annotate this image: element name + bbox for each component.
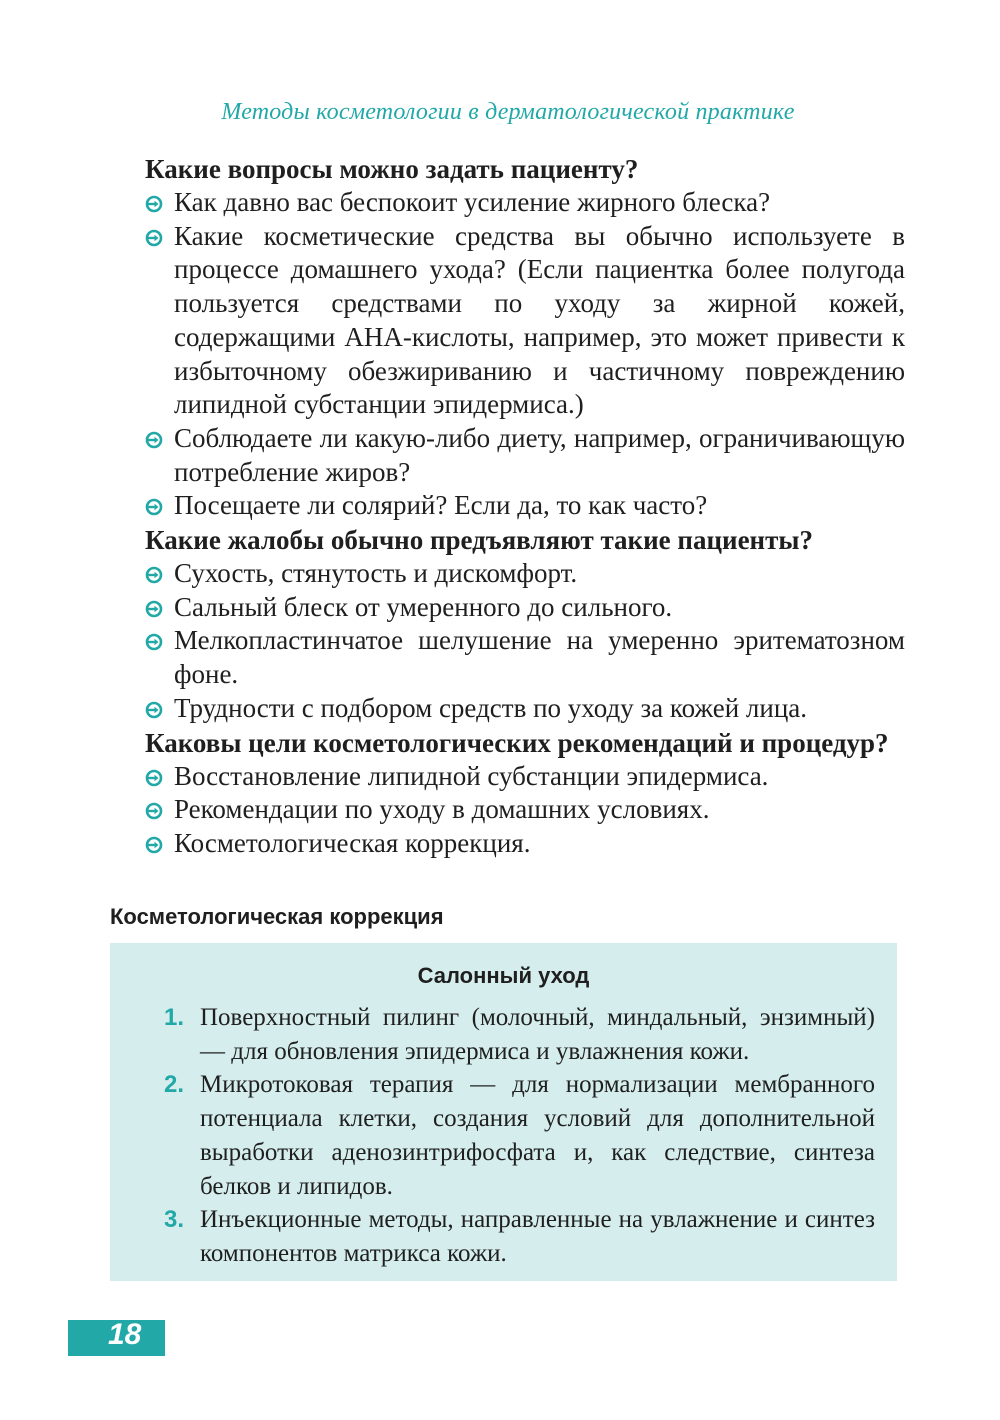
list-item [145,220,905,422]
arrow-circle-icon [145,633,163,651]
arrow-circle-icon [145,566,163,584]
list-item-text: Какие косметические средства вы обычно используете в процессе домашнего ухода? (Если пациентка более полугода пользуется средствами по уходу за жирной кожей, содержащими АНА-кислоты, например, это может привести к избыточному обезжириванию и частичному повреждению липидной субстанции эпидермиса.) [174,220,905,420]
arrow-circle-icon [145,195,163,213]
main-content [145,152,905,861]
questions-heading: Какие вопросы можно задать пациенту? [145,154,639,184]
arrow-circle-icon [145,431,163,449]
list-item [145,186,905,220]
arrow-circle-icon [145,769,163,787]
list-item-text: Сухость, стянутость и дискомфорт. [174,558,578,589]
arrow-circle-icon [145,802,163,820]
numbered-item [164,1068,875,1203]
list-item-text: Косметологическая коррекция. [174,827,531,858]
list-item-text: Посещаете ли солярий? Если да, то как часто? [174,490,708,521]
list-item [145,422,905,489]
arrow-circle-icon [145,600,163,618]
questions-list [145,186,905,523]
list-item-text: Мелкопластинчатое шелушение на умеренно эритематозном фоне. [174,625,905,690]
list-item-text: Как давно вас беспокоит усиление жирного блеска? [174,187,771,217]
list-item [145,692,905,726]
list-item [145,489,905,523]
list-item [145,793,905,827]
item-number: 3. [164,1206,185,1234]
arrow-circle-icon [145,836,163,854]
arrow-circle-icon [145,229,163,247]
list-item-text: Трудности с подбором средств по уходу за кожей лица. [174,692,808,723]
running-head: Методы косметологии в дерматологической практике [221,99,795,125]
questions-block [145,152,905,523]
salon-care-title: Салонный уход [417,963,590,988]
arrow-circle-icon [145,498,163,516]
item-text: Микротоковая терапия — для нормализации мембранного потенциала клетки, создания условий для дополнительной выработки аденозинтрифосфата и, как следствие, синтеза белков и липидов. [200,1071,875,1200]
list-item-text: Соблюдаете ли какую-либо диету, например, ограничивающую потребление жиров? [174,422,905,487]
list-item [145,624,905,691]
section-title: Косметологическая коррекция [110,904,444,929]
list-item [145,591,905,625]
numbered-item [164,1203,875,1270]
list-item-text: Восстановление липидной субстанции эпидермиса. [174,760,769,791]
item-text: Инъекционные методы, направленные на увлажнение и синтез компонентов матрикса кожи. [200,1206,875,1267]
goals-list [145,760,905,861]
complaints-block [145,523,905,726]
salon-care-box [110,943,897,1281]
item-number: 1. [164,1004,185,1031]
arrow-circle-icon [145,701,163,719]
complaints-heading: Какие жалобы обычно предъявляют такие пациенты? [145,525,813,556]
numbered-item [164,1001,875,1068]
goals-block [145,726,905,861]
item-text: Поверхностный пилинг (молочный, миндальный, энзимный) — для обновления эпидермиса и увлажнения кожи. [200,1004,875,1065]
complaints-list [145,557,905,726]
list-item-text: Сальный блеск от умеренного до сильного. [174,591,673,622]
list-item [145,827,905,861]
list-item-text: Рекомендации по уходу в домашних условиях. [174,794,710,825]
page-number: 18 [108,1318,142,1351]
goals-heading: Каковы цели косметологических рекомендаций и процедур? [145,727,889,758]
list-item [145,557,905,591]
list-item [145,760,905,794]
item-number: 2. [164,1071,185,1099]
salon-care-list [164,1001,875,1271]
